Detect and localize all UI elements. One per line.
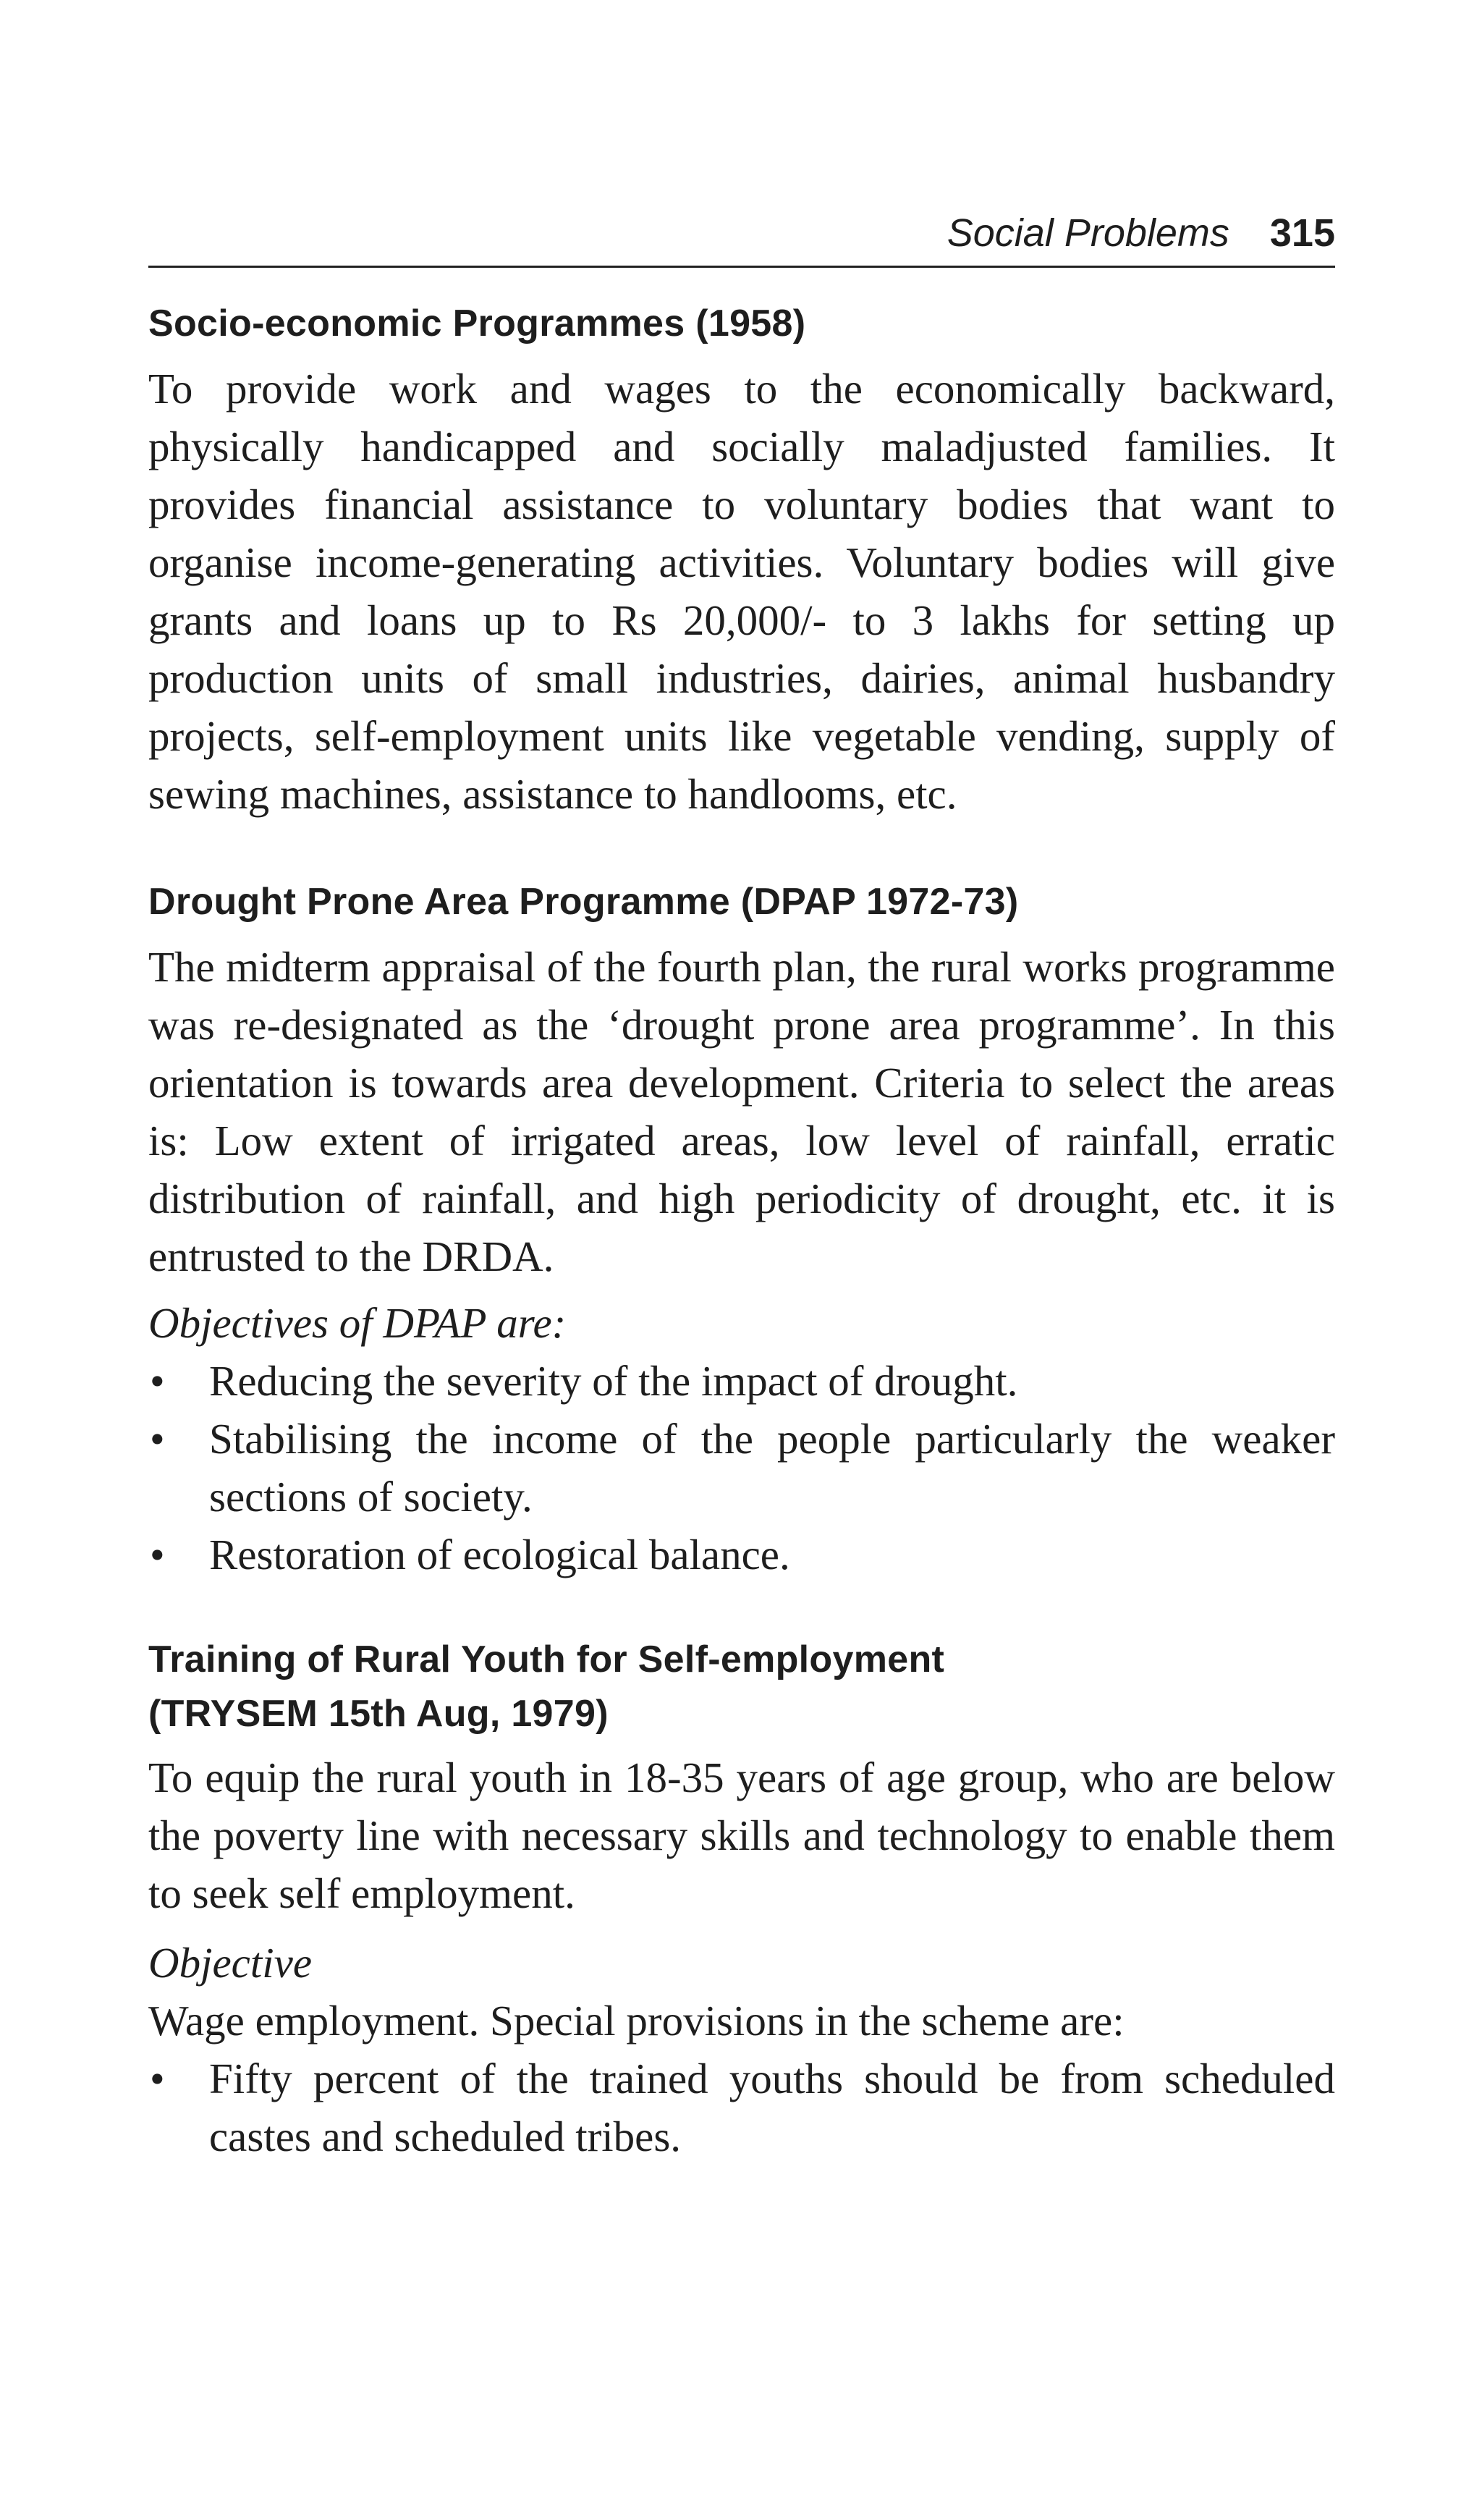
- bullet-icon: •: [150, 1357, 165, 1405]
- list-item-text: Restoration of ecological balance.: [209, 1531, 790, 1578]
- list-item: [148, 1352, 1335, 1410]
- list-item: [148, 1526, 1335, 1584]
- heading-line: (TRYSEM 15th Aug, 1979): [148, 1693, 609, 1735]
- list-item: [148, 2050, 1335, 2165]
- section-body-socio-economic: To provide work and wages to the economically backward, physically handicapped and socially maladjusted families. It provides financial assistance to voluntary bodies that want to organise income-generating activities. Voluntary bodies will give grants and loans up to Rs 20,000/- to 3 lakhs for setting up production units of small industries, dairies, animal husbandry projects, self-employment units like vegetable vending, supply of sewing machines, assistance to handlooms, etc.: [148, 365, 1335, 818]
- section-body-dpap: The midterm appraisal of the fourth plan, the rural works programme was re-designated as the ‘drought prone area programme’. In this orientation is towards area development. Criteria to select the areas is: Low extent of irrigated areas, low level of rainfall, erratic distribution of rainfall, and high periodicity of drought, etc. it is entrusted to the DRDA.: [148, 943, 1335, 1280]
- running-title: Social Problems: [947, 211, 1229, 255]
- list-item-text: Fifty percent of the trained youths should be from scheduled castes and scheduled tribes.: [209, 2055, 1335, 2160]
- bullet-icon: •: [150, 2055, 165, 2102]
- page-number: 315: [1269, 211, 1335, 255]
- section-heading-dpap: Drought Prone Area Programme (DPAP 1972-73): [148, 881, 1019, 923]
- bullet-icon: •: [150, 1415, 165, 1463]
- heading-line: Training of Rural Youth for Self-employment: [148, 1639, 945, 1680]
- dpap-objectives-label: Objectives of DPAP are:: [148, 1299, 567, 1347]
- running-header: [148, 210, 1335, 268]
- book-page: [148, 210, 1335, 2165]
- section-heading-trysem: [148, 1633, 1335, 1741]
- list-item-text: Reducing the severity of the impact of drought.: [209, 1357, 1018, 1405]
- trysem-objective-text: Wage employment. Special provisions in the scheme are:: [148, 1997, 1125, 2045]
- bullet-icon: •: [150, 1531, 165, 1578]
- section-body-trysem: To equip the rural youth in 18-35 years of age group, who are below the poverty line with necessary skills and technology to enable them to seek self employment.: [148, 1754, 1335, 1917]
- list-item-text: Stabilising the income of the people particularly the weaker sections of society.: [209, 1415, 1335, 1521]
- trysem-objective-label: Objective: [148, 1939, 313, 1987]
- section-heading-socio-economic: Socio-economic Programmes (1958): [148, 303, 806, 344]
- list-item: [148, 1410, 1335, 1526]
- trysem-provisions-list: [148, 2050, 1335, 2165]
- dpap-objectives-list: [148, 1352, 1335, 1584]
